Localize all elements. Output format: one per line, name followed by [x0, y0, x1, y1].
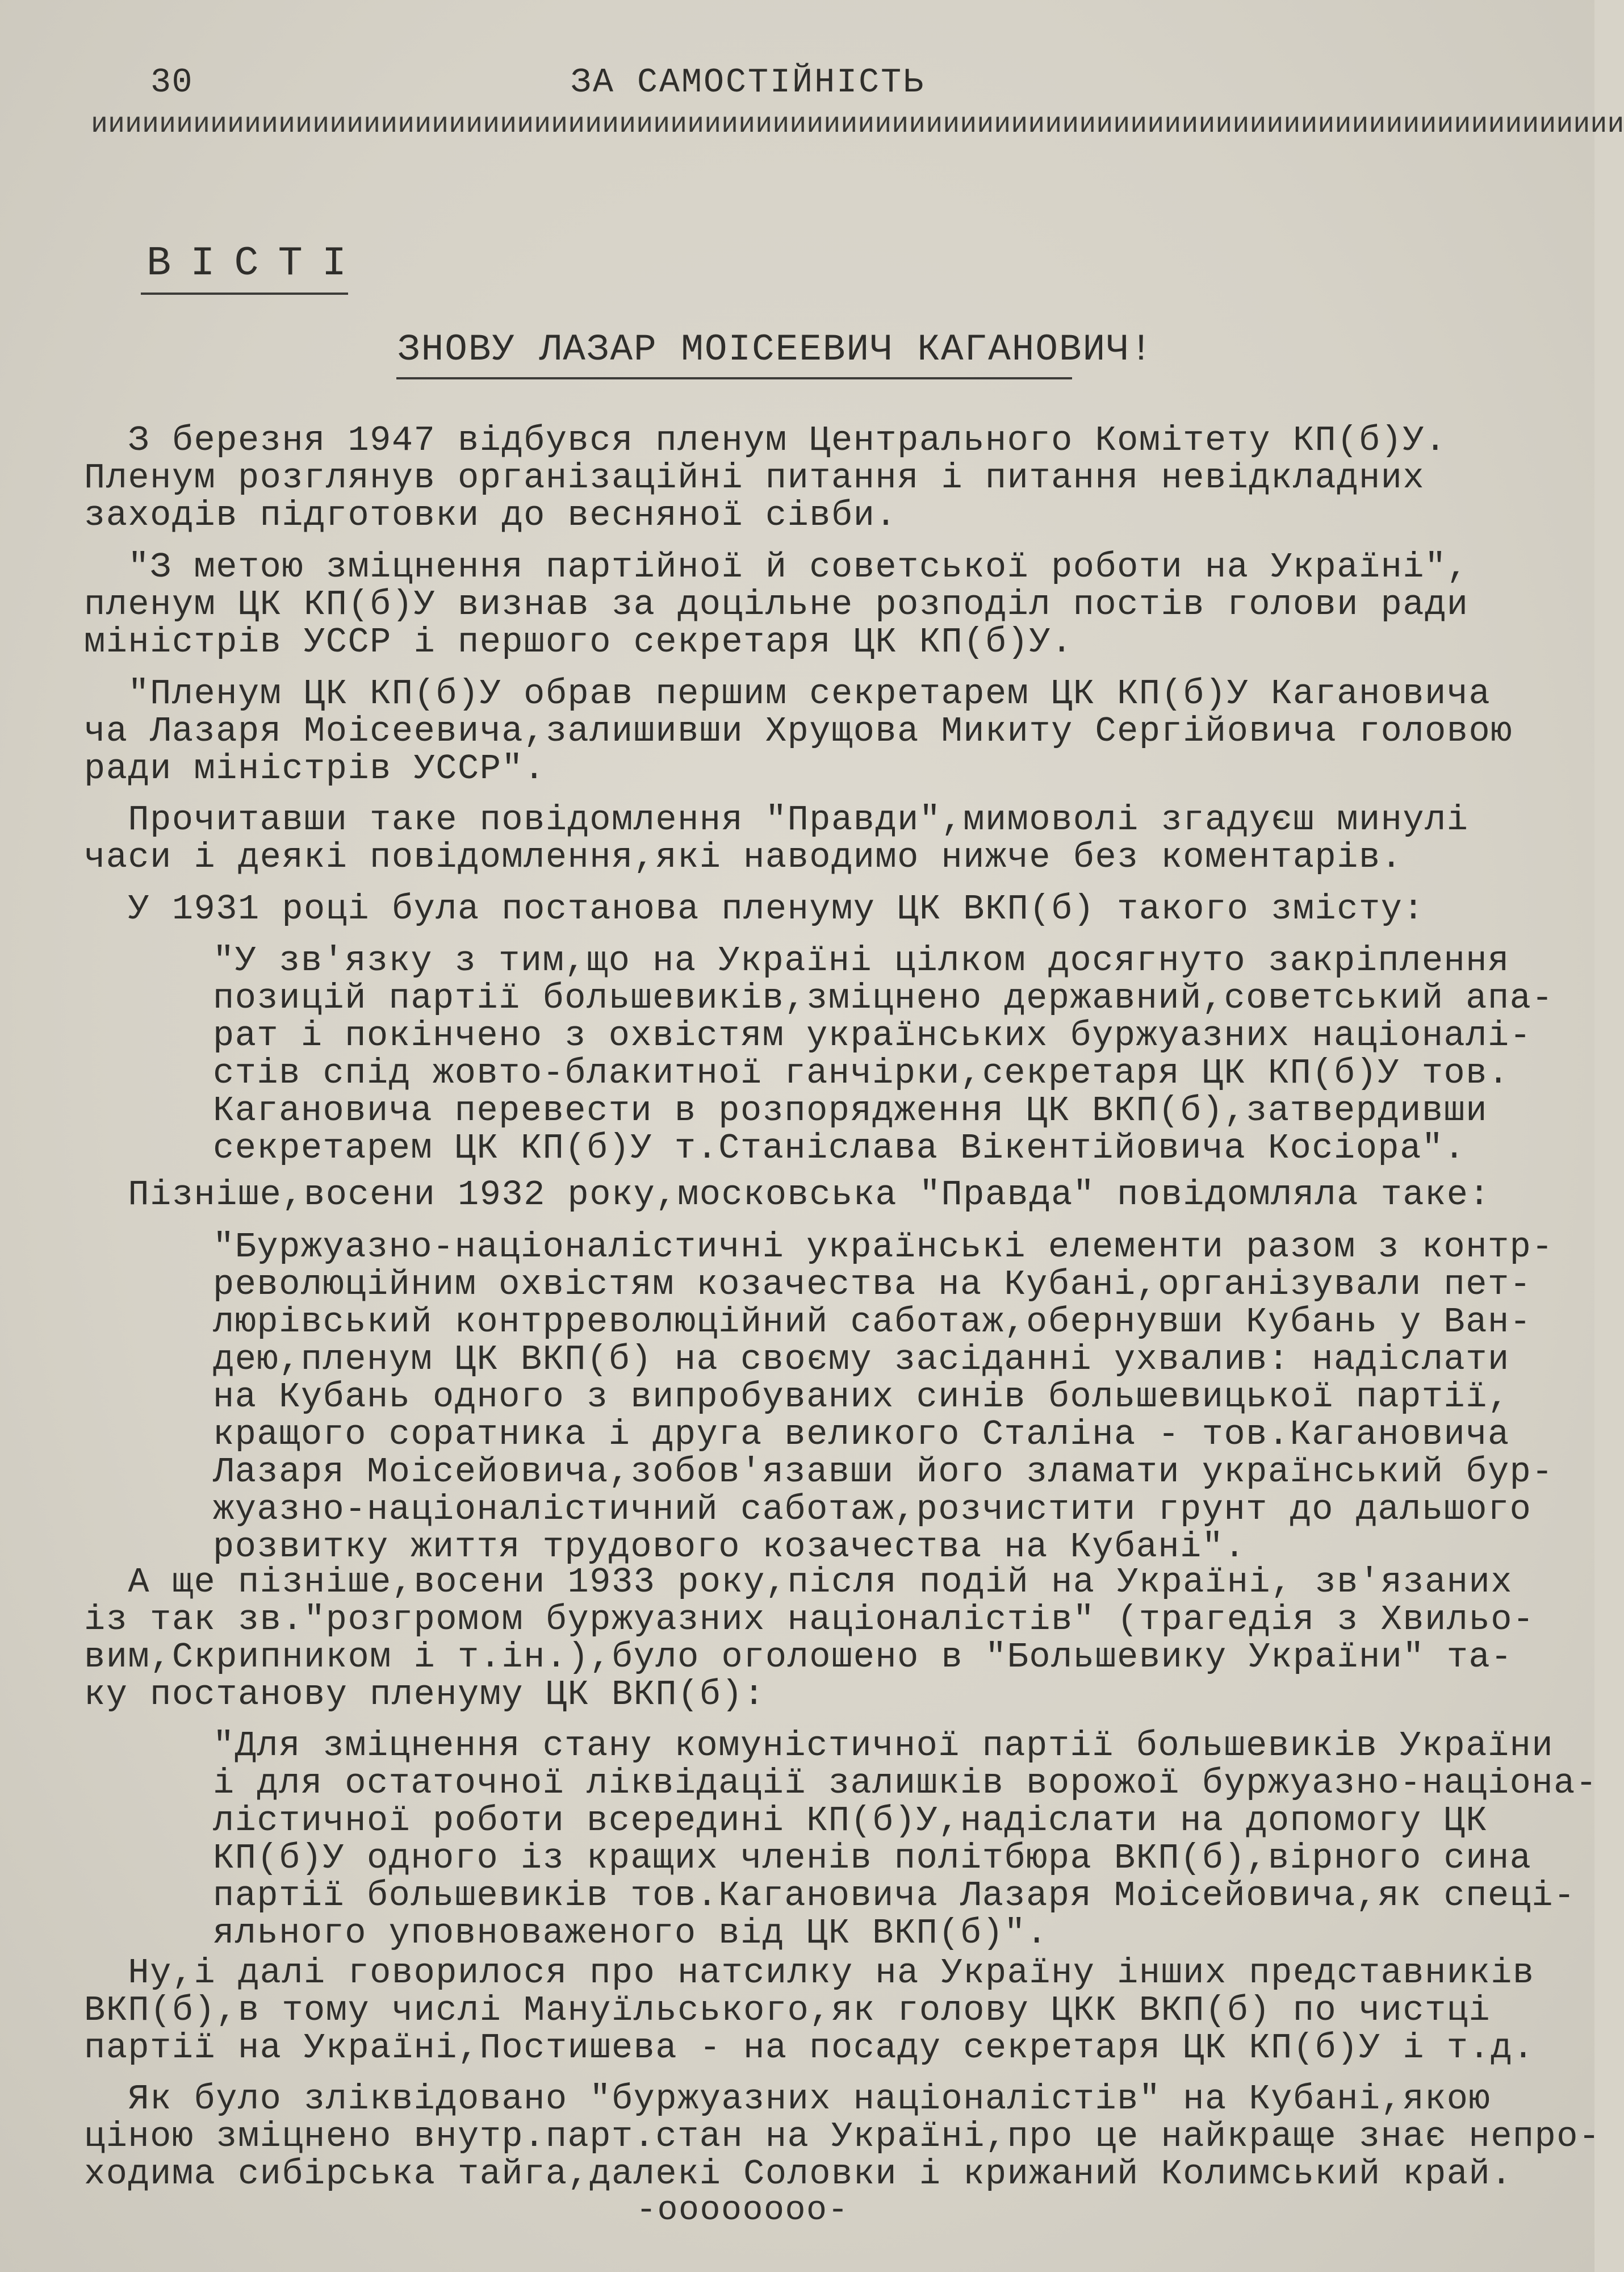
- quote-1933-line-6: яльного уповноваженого від ЦК ВКП(б)".: [213, 1913, 1048, 1953]
- quote-1932-line-1: "Буржуазно-націоналістичні українські елементи разом з контр-: [213, 1227, 1554, 1267]
- paragraph-1933-line-2: із так зв."розгромом буржуазних націоналістів" (трагедія з Хвильо-: [84, 1599, 1535, 1640]
- paragraph-4-line-2: часи і деякі повідомлення,які наводимо нижче без коментарів.: [84, 837, 1403, 878]
- paragraph-1-line-3: заходів підготовки до весняної сівби.: [84, 495, 898, 536]
- quote-1933-line-4: КП(б)У одного із кращих членів політбюра ВКП(б),вірного сина: [213, 1838, 1532, 1878]
- quote-1932-line-9: розвитку життя трудового козачества на Кубані".: [213, 1527, 1246, 1567]
- paragraph-further-line-1: Ну,і далі говорилося про натсилку на Україну інших представників: [84, 1953, 1535, 1993]
- paragraph-final-line-1: Як було зліквідовано "буржуазних націоналістів" на Кубані,якою: [84, 2079, 1491, 2119]
- section-heading: ВІСТІ: [147, 240, 366, 287]
- paragraph-further-line-2: ВКП(б),в тому числі Мануїльського,як голову ЦКК ВКП(б) по чистці: [84, 1990, 1491, 2031]
- quote-1931-line-3: рат і покінчено з охвістям українських буржуазних націоналі-: [213, 1016, 1532, 1056]
- quote-1932-line-4: дею,пленум ЦК ВКП(б) на своєму засіданні ухвалив: надіслати: [213, 1339, 1510, 1380]
- quote-1931-line-6: секретарем ЦК КП(б)У т.Станіслава Вікентійовича Косіора".: [213, 1128, 1466, 1168]
- paragraph-1933-line-4: ку постанову пленуму ЦК ВКП(б):: [84, 1674, 765, 1715]
- quote-1932-line-3: люрівський контрреволюційний саботаж,обернувши Кубань у Ван-: [213, 1302, 1532, 1342]
- quote-1931-line-1: "У зв'язку з тим,що на Україні цілком досягнуто закріплення: [213, 941, 1510, 981]
- paragraph-1932-line-1: Пізніше,восени 1932 року,московська "Правда" повідомляла таке:: [84, 1175, 1491, 1215]
- quote-1932-line-5: на Кубань одного з випробуваних синів большевицької партії,: [213, 1377, 1510, 1417]
- quote-1933-line-2: і для остаточної ліквідації залишків ворожої буржуазно-націона-: [213, 1763, 1598, 1803]
- quote-1931-line-2: позицій партії большевиків,зміцнено державний,советський апа-: [213, 978, 1554, 1018]
- paragraph-3-line-3: ради міністрів УССР".: [84, 749, 546, 789]
- quote-1932-line-7: Лазаря Моісейовича,зобов'язавши його зламати український бур-: [213, 1452, 1554, 1492]
- paragraph-5-line-1: У 1931 році була постанова пленуму ЦК ВКП(б) такого змісту:: [84, 889, 1425, 929]
- quote-1933-line-5: партії большевиків тов.Кагановича Лазаря Моісейовича,як спеці-: [213, 1876, 1576, 1916]
- header-rule: ииииииииииииииииииииииииииииииииииииииииииииииииииииииииииииииииииииииииииииииииииииииииии: [91, 108, 1624, 141]
- quote-1933-line-3: лістичної роботи всередині КП(б)У,надіслати на допомогу ЦК: [213, 1801, 1488, 1841]
- paragraph-1-line-1: З березня 1947 відбувся пленум Центрального Комітету КП(б)У.: [84, 420, 1447, 461]
- paragraph-1933-line-3: вим,Скрипником і т.ін.),було оголошено в "Большевику України" та-: [84, 1637, 1513, 1677]
- paragraph-1933-line-1: А ще пізніше,восени 1933 року,після подій на Україні, зв'язаних: [84, 1562, 1513, 1602]
- quote-1932-line-6: кращого соратника і друга великого Сталіна - тов.Кагановича: [213, 1414, 1510, 1455]
- quote-1932-line-2: революційним охвістям козачества на Кубані,організували пет-: [213, 1264, 1532, 1305]
- paragraph-3-line-2: ча Лазаря Моісеевича,залишивши Хрущова Микиту Сергійовича головою: [84, 711, 1513, 751]
- quote-1931-line-5: Кагановича перевести в розпорядження ЦК ВКП(б),затвердивши: [213, 1091, 1488, 1131]
- page-number: 30: [150, 64, 194, 102]
- paragraph-4-line-1: Прочитавши таке повідомлення "Правди",мимоволі згадуєш минулі: [84, 800, 1469, 840]
- paragraph-final-line-2: ціною зміцнено внутр.парт.стан на Україні,про це найкраще знає непро-: [84, 2116, 1601, 2157]
- quote-1932-line-8: жуазно-націоналістичний саботаж,розчистити грунт до дальшого: [213, 1489, 1532, 1530]
- article-title-underline: [396, 377, 1072, 379]
- paragraph-2-line-2: пленум ЦК КП(б)У визнав за доцільне розподіл постів голови ради: [84, 584, 1469, 625]
- section-heading-underline: [141, 293, 348, 295]
- article-title: ЗНОВУ ЛАЗАР МОІСЕЕВИЧ КАГАНОВИЧ!: [397, 328, 1154, 371]
- paragraph-final-line-3: ходима сибірська тайга,далекі Соловки і крижаний Колимський край.: [84, 2154, 1513, 2194]
- paragraph-1-line-2: Пленум розглянув організаційні питання і питання невідкладних: [84, 458, 1425, 498]
- quote-1931-line-4: стів спід жовто-блакитної ганчірки,секретаря ЦК КП(б)У тов.: [213, 1053, 1510, 1093]
- paragraph-3-line-1: "Пленум ЦК КП(б)У обрав першим секретарем ЦК КП(б)У Кагановича: [84, 674, 1491, 714]
- running-title: ЗА САМОСТІЙНІСТЬ: [571, 64, 926, 102]
- paragraph-2-line-3: міністрів УССР і першого секретаря ЦК КП(б)У.: [84, 622, 1073, 662]
- paragraph-2-line-1: "З метою зміцнення партійної й советської роботи на Україні",: [84, 547, 1469, 587]
- paragraph-further-line-3: партії на Україні,Постишева - на посаду секретаря ЦК КП(б)У і т.д.: [84, 2028, 1535, 2068]
- end-marker: -оооооооо-: [636, 2191, 849, 2230]
- quote-1933-line-1: "Для зміцнення стану комуністичної партії большевиків України: [213, 1726, 1554, 1766]
